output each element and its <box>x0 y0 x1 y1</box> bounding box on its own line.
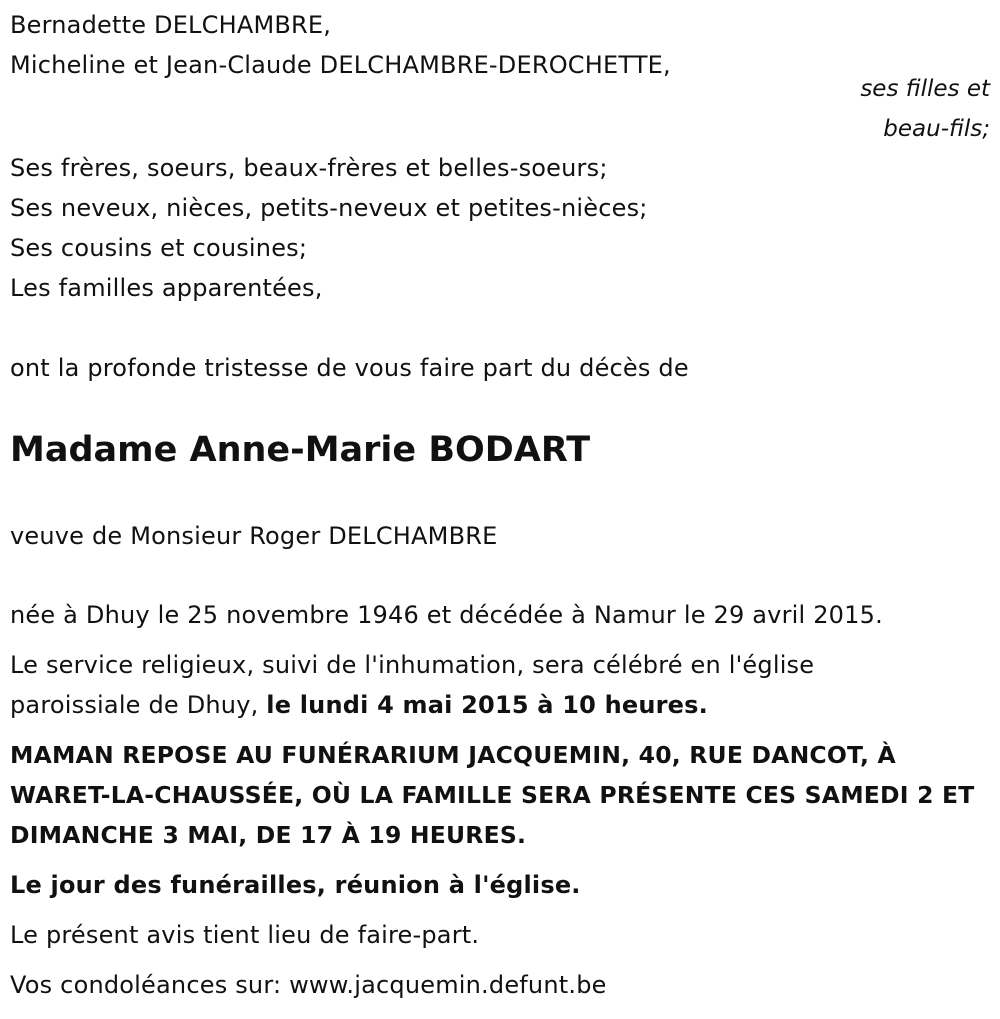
service-location: paroissiale de Dhuy, <box>10 691 267 719</box>
relation-label-2: beau-fils; <box>883 116 990 142</box>
condolences-text: Vos condoléances sur: www.jacquemin.defunt.be <box>10 971 607 999</box>
funerarium-line-1: MAMAN REPOSE AU FUNÉRARIUM JACQUEMIN, 40, RUE DANCOT, À <box>10 741 896 769</box>
service-date: le lundi 4 mai 2015 à 10 heures. <box>266 691 708 719</box>
relation-label-1: ses filles et <box>860 76 990 102</box>
widow-of: veuve de Monsieur Roger DELCHAMBRE <box>10 522 498 550</box>
funerarium-line-2: WARET-LA-CHAUSSÉE, OÙ LA FAMILLE SERA PRÉSENTE CES SAMEDI 2 ET <box>10 781 975 809</box>
family-daughter-1: Bernadette DELCHAMBRE, <box>10 11 332 39</box>
notice-text: Le présent avis tient lieu de faire-part. <box>10 921 480 949</box>
deceased-name: Madame Anne-Marie BODART <box>10 430 591 470</box>
relatives-siblings: Ses frères, soeurs, beaux-frères et belles-soeurs; <box>10 154 608 182</box>
relatives-cousins: Ses cousins et cousines; <box>10 234 308 262</box>
relatives-nephews: Ses neveux, nièces, petits-neveux et petites-nièces; <box>10 194 648 222</box>
funerarium-line-3: DIMANCHE 3 MAI, DE 17 À 19 HEURES. <box>10 821 527 849</box>
service-line-2 <box>10 690 708 720</box>
meeting-info: Le jour des funérailles, réunion à l'église. <box>10 871 581 899</box>
birth-death-dates: née à Dhuy le 25 novembre 1946 et décédée à Namur le 29 avril 2015. <box>10 601 883 629</box>
relatives-families: Les familles apparentées, <box>10 274 323 302</box>
service-line-1: Le service religieux, suivi de l'inhumation, sera célébré en l'église <box>10 651 815 679</box>
announcement-text: ont la profonde tristesse de vous faire part du décès de <box>10 354 689 382</box>
family-daughter-2-and-son-in-law: Micheline et Jean-Claude DELCHAMBRE-DEROCHETTE, <box>10 51 671 79</box>
